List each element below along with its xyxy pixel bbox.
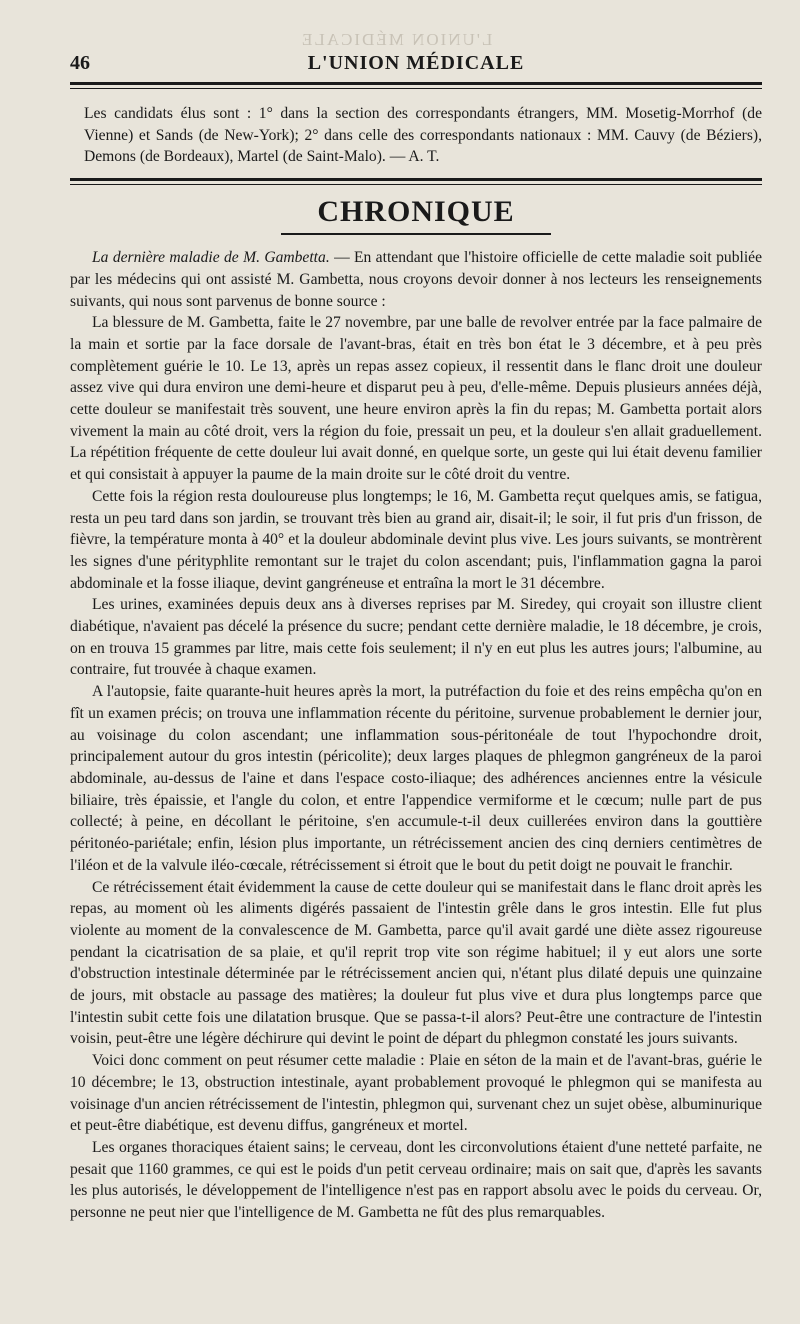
running-title: L'UNION MÉDICALE [307, 52, 525, 74]
section-title-rule [281, 233, 551, 235]
article-paragraph: A l'autopsie, faite quarante-huit heures après la mort, la putréfaction du foie et des reins empêcha qu'on en fît un examen précis; on trouva une inflammation récente du péritoine, survenue probablement le dernier jour, au voisinage du colon ascendant; une inflammation sous-péritonéale de tout l'hypochondre droit, principalement autour du gros intestin (péricolite); deux larges plaques de phlegmon gangréneux de la paroi abdominale, au-dessus de l'aine et dans l'espace costo-iliaque; des adhérences anciennes entre la vésicule biliaire, très épaissie, et l'angle du colon, et entre l'appendice vermiforme et le cœcum; nulle part de pus collecté; à peine, en décollant le péritoine, s'en accumule-t-il deux cuillerées environ dans la gouttière péritonéo-pariétale; enfin, lésion plus importante, un rétrécissement ancien des cinq derniers centimètres de l'iléon et de la valvule iléo-cœcale, rétrécissement si étroit que le bout du petit doigt ne pouvait le franchir. [70, 683, 762, 874]
section-divider [70, 178, 762, 181]
header-rule-thin [70, 88, 762, 89]
page-header [70, 52, 762, 78]
section-divider-thin [70, 184, 762, 185]
article-paragraph: La blessure de M. Gambetta, faite le 27 novembre, par une balle de revolver entrée par la face palmaire de la main et sortie par la face dorsale de l'avant-bras, était en très bon état le 3 décembre, et à peu près complètement guérie le 10. Le 13, après un repas assez copieux, il ressentit dans le flanc droit une douleur assez vive qui dura environ une demi-heure et disparut peu à peu, d'elle-même. Depuis plusieurs années déjà, cette douleur se manifestait très souvent, une heure environ après la fin du repas; M. Gambetta portait alors vivement la main au côté droit, vers la région du foie, pressait un peu, et la douleur s'en allait graduellement. La répétition fréquente de cette douleur lui avait donné, en quelque sorte, un geste qui lui était devenu familier et qui consistait à appuyer la paume de la main droite sur le côté droit du ventre. [70, 314, 762, 484]
section-title: CHRONIQUE [317, 195, 515, 229]
article-paragraph: Les urines, examinées depuis deux ans à diverses reprises par M. Siredey, qui croyait son illustre client diabétique, n'avaient pas décelé la présence du sucre; pendant cette dernière maladie, le 18 décembre, je crois, on en trouva 15 grammes par litre, mais cette fois seulement; il n'y en eut plus les autres jours; l'albumine, au contraire, fut trouvée à chaque examen. [70, 596, 762, 679]
article-paragraph: Ce rétrécissement était évidemment la cause de cette douleur qui se manifestait dans le flanc droit après les repas, au moment où les aliments digérés passaient de l'intestin grêle dans le gros intestin. Elle fut plus violente au moment de la convalescence de M. Gambetta, parce qu'il avait gardé une diète assez rigoureuse pendant la cicatrisation de sa plaie, et qu'il reprit trop vite son régime habituel; il y eut alors une sorte d'obstruction intestinale déterminée par le rétrécissement ancien qui, n'étant plus dilaté depuis une quinzaine de jours, mit obstacle au passage des matières; la douleur fut plus vive et dura plus longtemps parce que l'intestin subit cette fois une dilatation brusque. Que se passa-t-il alors? Peut-être une contracture de l'intestin voisin, peut-être une légère déchirure qui devint le point de départ du phlegmon constaté les jours suivants. [70, 878, 762, 1048]
header-rule [70, 82, 762, 85]
article-body [70, 247, 762, 1224]
page-number: 46 [70, 52, 90, 74]
election-notice: Les candidats élus sont : 1° dans la section des correspondants étrangers, MM. Mosetig-Morrhof (de Vienne) et Sands (de New-York); 2° dans celle des correspondants nationaux : MM. Cauvy (de Béziers), Demons (de Bordeaux), Martel (de Saint-Malo). — A. T. [84, 105, 762, 166]
article-paragraph: Cette fois la région resta douloureuse plus longtemps; le 16, M. Gambetta reçut quelques amis, se fatigua, resta un peu tard dans son jardin, se trouvant très bien au grand air, disait-il; le soir, il fut pris d'un frisson, de fièvre, la température monta à 40° et la douleur abdominale devint plus vive. Les jours suivants, se montrèrent les signes d'une pérityphlite remontant sur le trajet du colon ascendant; puis, l'inflammation gagna la paroi abdominale et la fosse iliaque, devint gangréneuse et entraîna la mort le 31 décembre. [70, 487, 762, 592]
article-lead-text: — En attendant que l'histoire officielle de cette maladie soit publiée par les médecins qui ont assisté M. Gambetta, nous croyons devoir donner à nos lecteurs les renseignements suivants, qui nous sont parvenus de bonne source : [70, 249, 762, 310]
article-lead-title: La dernière maladie de M. Gambetta. [92, 249, 330, 267]
article-paragraph: Voici donc comment on peut résumer cette maladie : Plaie en séton de la main et de l'avant-bras, guérie le 10 décembre; le 13, obstruction intestinale, ayant probablement provoqué le phlegmon qui se manifesta au voisinage d'un ancien rétrécissement de l'intestin, phlegmon qui, survenant chez un sujet obèse, albuminurique et peut-être diabétique, est devenu diffus, gangréneux et mortel. [70, 1052, 762, 1135]
bleed-through-text: L'UNION MÉDICALE [300, 30, 493, 49]
article-paragraph: Les organes thoraciques étaient sains; le cerveau, dont les circonvolutions étaient d'une netteté parfaite, ne pesait que 1160 grammes, ce qui est le poids d'un petit cerveau ordinaire; mais on sait que, d'après les savants les plus autorisés, le développement de l'intelligence n'est pas en rapport absolu avec le poids du cerveau. Or, personne ne peut nier que l'intelligence de M. Gambetta ne fût des plus remarquables. [70, 1138, 762, 1222]
article-lead [70, 247, 762, 312]
